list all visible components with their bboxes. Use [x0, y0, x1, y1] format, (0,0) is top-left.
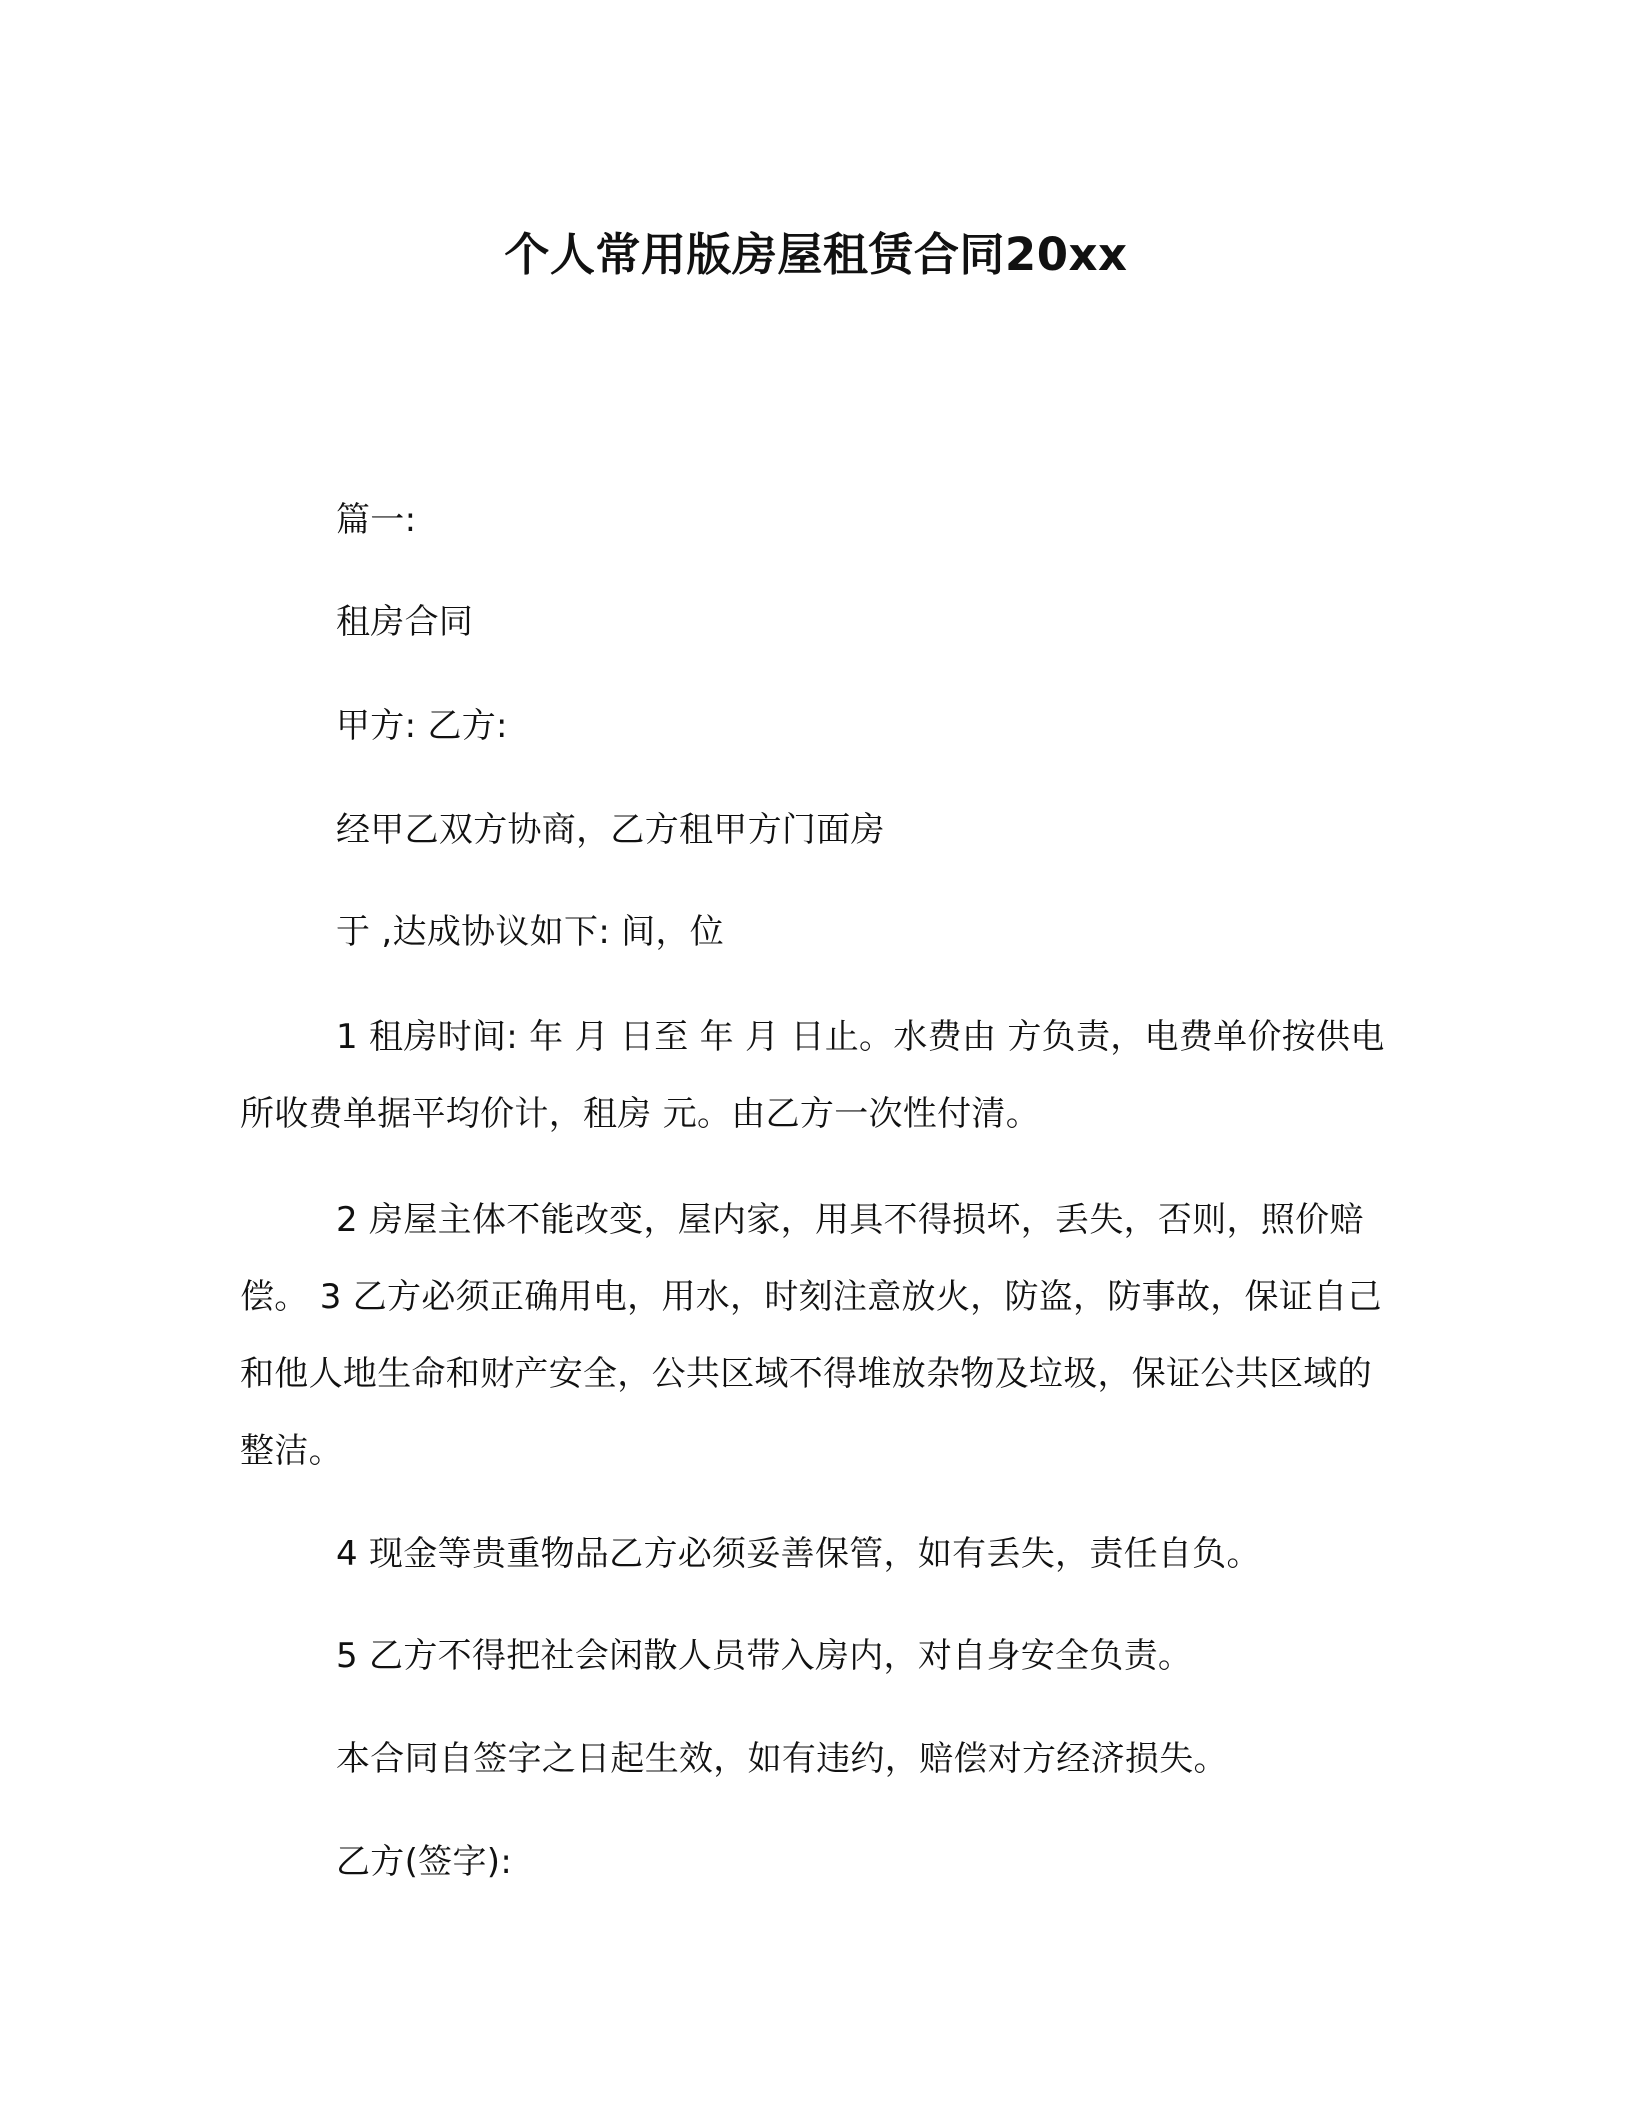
clause-4-valuables: 4 现金等贵重物品乙方必须妥善保管，如有丢失，责任自负。: [336, 1534, 1261, 1574]
paragraph-effective: 本合同自签字之日起生效，如有违约，赔偿对方经济损失。: [336, 1739, 1228, 1779]
clause-5-visitors: 5 乙方不得把社会闲散人员带入房内，对自身安全负责。: [336, 1636, 1193, 1676]
section-heading: 篇一:: [336, 500, 417, 540]
clause-1-rental-period: 1 租房时间: 年 月 日至 年 月 日止。水费由 方负责，电费单价按供电所收费单据平均价计，租房 元。由乙方一次性付清。: [240, 1017, 1385, 1134]
paragraph-parties: 甲方: 乙方:: [336, 706, 508, 746]
clause-2-3-property-and-safety: 2 房屋主体不能改变，屋内家，用具不得损坏，丢失，否则，照价赔偿。 3 乙方必须正确用电，用水，时刻注意放火，防盗，防事故，保证自己和他人地生命和财产安全，公共区域不得堆放杂物及垃圾，保证公共区域的整洁。: [240, 1200, 1382, 1471]
paragraph-contract-label: 租房合同: [336, 602, 474, 642]
paragraph-agreement-cont: 于 ,达成协议如下: 间，位: [336, 912, 725, 952]
paragraph-agreement: 经甲乙双方协商，乙方租甲方门面房: [336, 810, 885, 850]
signature-line-party-b: 乙方(签字):: [336, 1842, 513, 1882]
document-title: 个人常用版房屋租赁合同20xx: [504, 228, 1128, 281]
